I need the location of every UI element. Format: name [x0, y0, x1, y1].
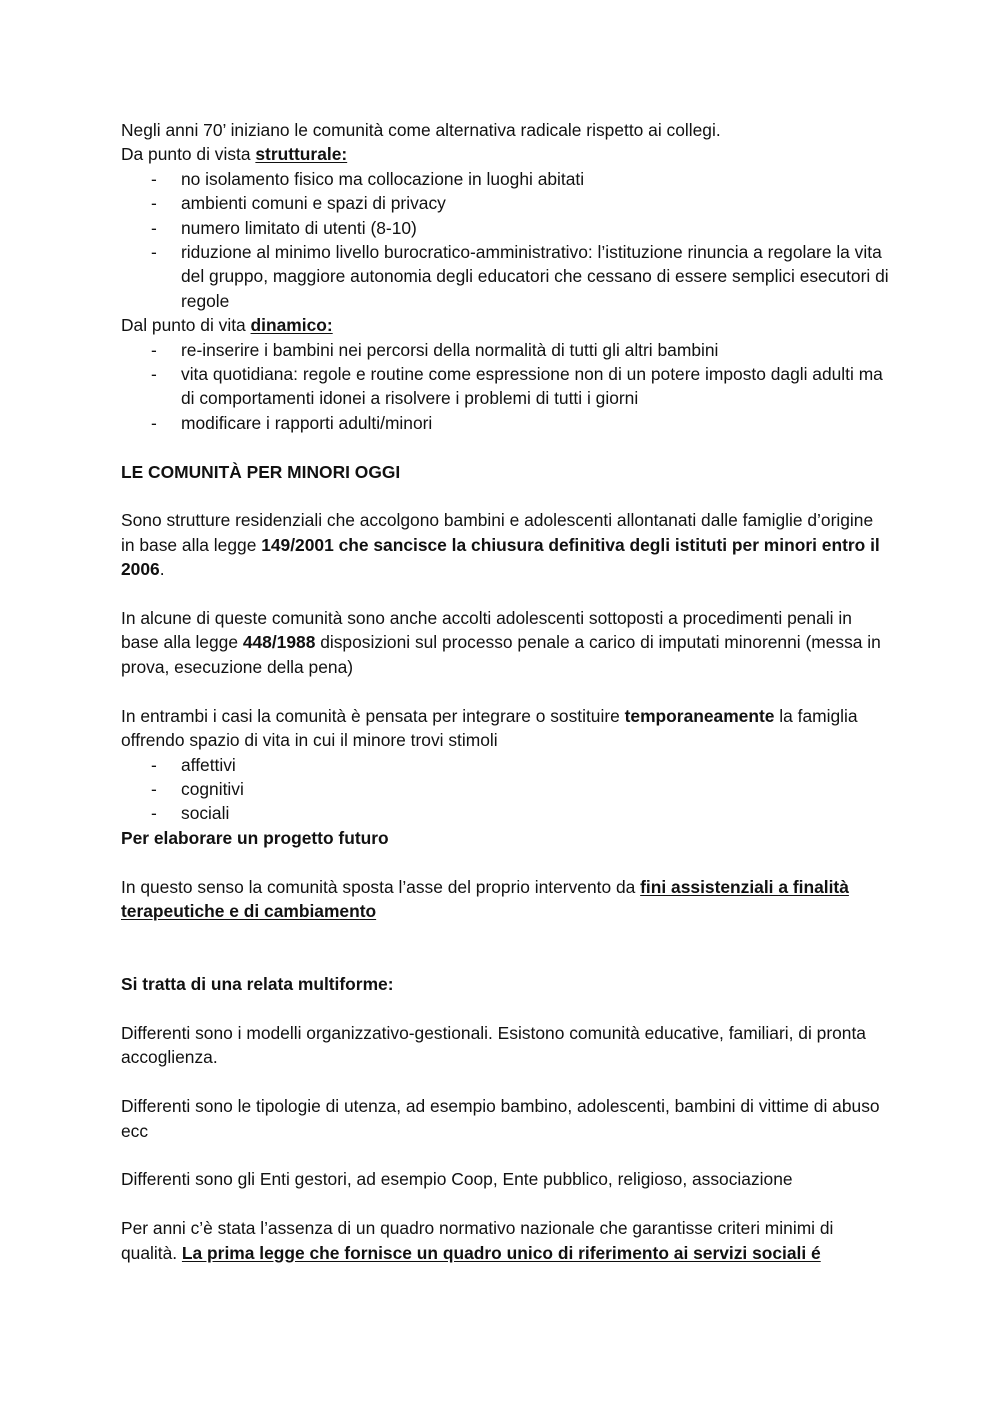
- list-item: [121, 167, 891, 191]
- dash-bullet: -: [151, 364, 157, 385]
- spacer: [121, 850, 891, 874]
- dash-bullet: -: [151, 412, 157, 433]
- intro-line: Negli anni 70’ iniziano le comunità come alternativa radicale rispetto ai collegi.: [121, 120, 721, 140]
- list-item-text: vita quotidiana: regole e routine come espressione non di un potere imposto dagli adulti ma di comportamenti idonei a risolvere i problemi di tutti i giorni: [181, 364, 883, 409]
- spacer: [121, 582, 891, 606]
- spacer: [121, 1070, 891, 1094]
- dash-bullet: -: [151, 193, 157, 214]
- dynamic-heading: [121, 313, 891, 337]
- paragraph: Differenti sono le tipologie di utenza, ad esempio bambino, adolescenti, bambini di vittime di abuso ecc: [121, 1096, 880, 1141]
- document-page: [121, 118, 891, 1265]
- paragraph: Differenti sono gli Enti gestori, ad esempio Coop, Ente pubblico, religioso, associazione: [121, 1169, 793, 1190]
- list-item: [121, 240, 891, 313]
- list-item-text: cognitivi: [181, 778, 244, 799]
- dynamic-prefix: Dal punto di vita: [121, 315, 251, 336]
- paragraph: In alcune di queste comunità sono anche accolti adolescenti sottoposti a procedimenti penali in base alla legge 448/1988 disposizioni sul processo penale a carico di imputati minorenni (messa in prova, esecuzione della pena): [121, 608, 881, 677]
- list-item: [121, 777, 891, 801]
- paragraph: Differenti sono i modelli organizzativo-gestionali. Esistono comunità educative, familiari, di pronta accoglienza.: [121, 1022, 866, 1068]
- paragraph: In entrambi i casi la comunità è pensata per integrare o sostituire temporaneamente la famiglia offrendo spazio di vita in cui il minore trovi stimoli: [121, 705, 858, 751]
- dash-bullet: -: [151, 803, 157, 824]
- structural-list: [121, 167, 891, 313]
- section-heading: LE COMUNITÀ PER MINORI OGGI: [121, 461, 401, 482]
- stimuli-list: [121, 753, 891, 826]
- spacer: [121, 679, 891, 703]
- subheading: Si tratta di una relata multiforme:: [121, 974, 394, 995]
- list-item-text: affettivi: [181, 754, 236, 775]
- list-item: [121, 216, 891, 240]
- dynamic-label: dinamico:: [250, 315, 333, 336]
- spacer: [121, 923, 891, 972]
- structural-heading: [121, 142, 891, 166]
- list-item-text: ambienti comuni e spazi di privacy: [181, 193, 446, 214]
- spacer: [121, 435, 891, 459]
- list-item: [121, 411, 891, 435]
- paragraph: In questo senso la comunità sposta l’asse del proprio intervento da fini assistenziali a finalità terapeutiche e di cambiamento: [121, 876, 849, 921]
- emphasis: La prima legge che fornisce un quadro unico di riferimento ai servizi sociali é: [181, 1242, 821, 1263]
- list-item-text: modificare i rapporti adulti/minori: [181, 412, 433, 433]
- spacer: [121, 1192, 891, 1216]
- dash-bullet: -: [151, 242, 157, 263]
- structural-label: strutturale:: [255, 144, 348, 165]
- emphasis: temporaneamente: [624, 705, 775, 726]
- dash-bullet: -: [151, 339, 157, 360]
- dash-bullet: -: [151, 217, 157, 238]
- structural-prefix: Da punto di vista: [121, 144, 256, 165]
- dash-bullet: -: [151, 778, 157, 799]
- list-item: [121, 801, 891, 825]
- spacer: [121, 997, 891, 1021]
- paragraph: Sono strutture residenziali che accolgono bambini e adolescenti allontanati dalle famiglie d’origine in base alla legge 149/2001 che sancisce la chiusura definitiva degli istituti per minori entro il 2006.: [121, 510, 880, 580]
- law-reference: 448/1988: [242, 632, 316, 653]
- list-item: [121, 753, 891, 777]
- dash-bullet: -: [151, 754, 157, 775]
- paragraph: Per anni c’è stata l’assenza di un quadro normativo nazionale che garantisse criteri minimi di qualità. La prima legge che fornisce un quadro unico di riferimento ai servizi sociali é: [121, 1218, 834, 1263]
- list-item-text: numero limitato di utenti (8-10): [181, 217, 417, 238]
- list-item-text: sociali: [181, 803, 230, 824]
- emphasis: fini assistenziali a finalità terapeutiche e di cambiamento: [121, 876, 849, 921]
- list-item: [121, 362, 891, 411]
- spacer: [121, 484, 891, 508]
- list-item: [121, 191, 891, 215]
- list-item-text: riduzione al minimo livello burocratico-amministrativo: l’istituzione rinuncia a regolare la vita del gruppo, maggiore autonomia degli educatori che cessano di essere semplici esecutori di regole: [181, 242, 889, 311]
- closing-line: Per elaborare un progetto futuro: [121, 827, 389, 848]
- list-item-text: re-inserire i bambini nei percorsi della normalità di tutti gli altri bambini: [181, 339, 719, 360]
- list-item: [121, 338, 891, 362]
- list-item-text: no isolamento fisico ma collocazione in luoghi abitati: [181, 168, 585, 189]
- law-reference: 149/2001 che sancisce la chiusura definitiva degli istituti per minori entro il 2006: [121, 534, 880, 580]
- dash-bullet: -: [151, 168, 157, 189]
- spacer: [121, 1143, 891, 1167]
- dynamic-list: [121, 338, 891, 436]
